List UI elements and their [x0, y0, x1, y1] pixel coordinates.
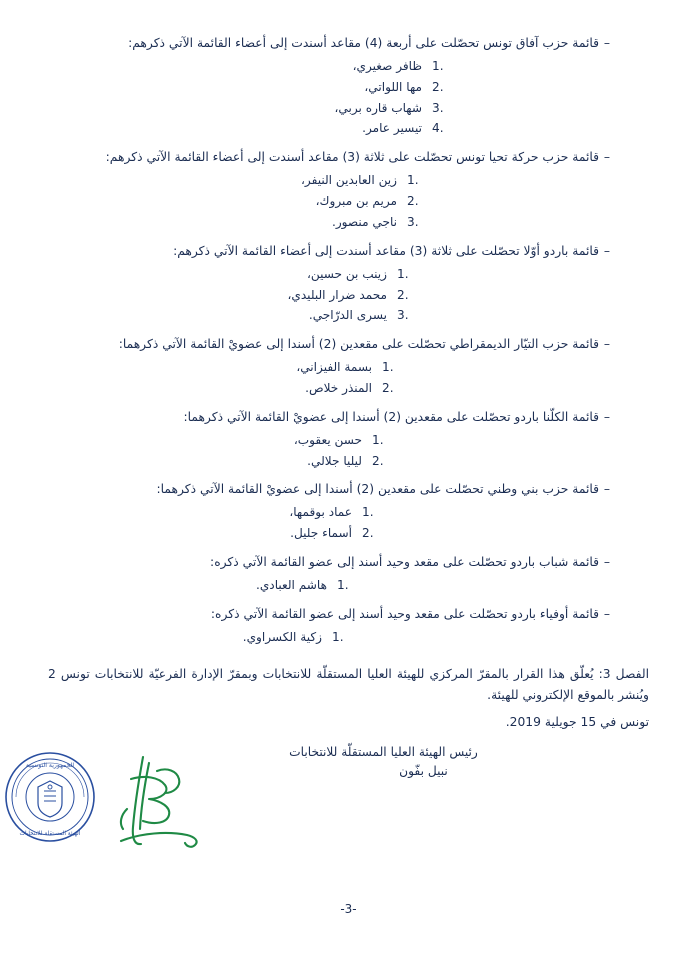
svg-text:الجمهورية التونسية: الجمهورية التونسية: [25, 761, 75, 769]
member-number: 2.: [372, 453, 384, 468]
party-list-heading: [36, 148, 661, 167]
list-item: [36, 118, 456, 139]
member-number: 1.: [407, 173, 419, 188]
member-list: [36, 170, 661, 232]
member-name: زكية الكسراوي.: [242, 629, 322, 644]
list-item: [36, 378, 406, 399]
member-list: [36, 575, 661, 596]
party-list-heading-text: قائمة الكلّنا باردو تحصّلت على مقعدين (2) أسندا إلى عضويْ القائمة الآتي ذكرهما:: [183, 409, 599, 424]
list-item: [36, 430, 396, 451]
member-name: حسن يعقوب،: [293, 432, 362, 447]
party-list-heading-text: قائمة حزب بني وطني تحصّلت على مقعدين (2) أسندا إلى عضويْ القائمة الآتي ذكرهما:: [156, 482, 599, 497]
member-number: 2.: [397, 287, 409, 302]
list-item: [36, 77, 456, 98]
party-list-heading: [36, 408, 661, 427]
article-3-text: الفصل 3: يُعلّق هذا القرار بالمقرّ المركزي للهيئة العليا المستقلّة للانتخابات وبمقرّ الإدارة الفرعيّة للانتخابات تونس 2 ويُنشر بالموقع الإلكتروني للهيئة.: [48, 666, 649, 703]
party-list-heading: [36, 335, 661, 354]
list-item: [36, 191, 431, 212]
signature-area: [19, 743, 661, 863]
list-item: [36, 212, 431, 233]
party-list-heading-text: قائمة حزب آفاق تونس تحصّلت على أربعة (4) مقاعد أسندت إلى أعضاء القائمة الآتي ذكرهم:: [128, 36, 599, 50]
list-item: [36, 575, 361, 596]
member-list: [36, 627, 661, 648]
member-number: 1.: [397, 266, 409, 281]
bullet-dash-icon: –: [603, 337, 611, 352]
list-item: [36, 502, 386, 523]
official-stamp-icon: [4, 751, 96, 843]
list-item: [36, 285, 421, 306]
member-name: شهاب قاره بربي،: [334, 100, 422, 115]
member-number: 1.: [362, 505, 374, 520]
list-item: [36, 98, 456, 119]
party-list-block: [36, 148, 661, 232]
bullet-dash-icon: –: [603, 36, 611, 50]
member-name: زينب بن حسين،: [306, 266, 387, 281]
party-lists-container: [36, 34, 661, 648]
member-name: ظافر صغيري،: [352, 59, 422, 74]
bullet-dash-icon: –: [603, 409, 611, 424]
list-item: [36, 357, 406, 378]
member-number: 1.: [372, 432, 384, 447]
member-name: هاشم العبادي.: [256, 578, 327, 593]
party-list-block: [36, 34, 661, 139]
member-number: 2.: [382, 380, 394, 395]
member-name: أسماء جليل.: [290, 526, 352, 541]
member-name: مها اللواتي،: [364, 79, 422, 94]
member-number: 2.: [407, 194, 419, 209]
party-list-block: [36, 335, 661, 399]
party-list-heading-text: قائمة حزب التيّار الديمقراطي تحصّلت على مقعدين (2) أسندا إلى عضويْ القائمة الآتي ذكرهما:: [118, 337, 599, 352]
member-list: [36, 56, 661, 139]
party-list-heading: [36, 480, 661, 499]
party-list-block: [36, 480, 661, 544]
party-list-heading: [36, 34, 661, 53]
member-list: [36, 264, 661, 326]
handwritten-signature: [91, 749, 221, 859]
list-item: [36, 627, 356, 648]
party-list-block: [36, 408, 661, 472]
member-name: المنذر خلاص.: [305, 380, 372, 395]
member-number: 4.: [432, 121, 444, 136]
bullet-dash-icon: –: [603, 482, 611, 497]
party-list-heading: [36, 242, 661, 261]
list-item: [36, 451, 396, 472]
bullet-dash-icon: –: [603, 150, 611, 165]
member-name: بسمة الفيزاني،: [296, 360, 372, 375]
member-name: ليليا جلالي.: [307, 453, 362, 468]
member-number: 2.: [362, 526, 374, 541]
list-item: [36, 264, 421, 285]
member-number: 1.: [332, 629, 344, 644]
member-number: 1.: [337, 578, 349, 593]
party-list-heading-text: قائمة شباب باردو تحصّلت على مقعد وحيد أسند إلى عضو القائمة الآتي ذكره:: [210, 555, 599, 570]
party-list-block: [36, 242, 661, 326]
member-name: تيسير عامر.: [362, 121, 422, 136]
member-name: ناجي منصور.: [332, 214, 397, 229]
svg-text:الهيئة المستقلة للانتخابات: الهيئة المستقلة للانتخابات: [19, 830, 81, 837]
signatory-title: رئيس الهيئة العليا المستقلّة للانتخابات: [289, 744, 478, 759]
party-list-block: [36, 605, 661, 648]
bullet-dash-icon: –: [603, 243, 611, 258]
member-number: 3.: [407, 214, 419, 229]
bullet-dash-icon: –: [603, 606, 611, 621]
party-list-block: [36, 553, 661, 596]
member-number: 2.: [432, 79, 444, 94]
list-item: [36, 305, 421, 326]
member-list: [36, 502, 661, 544]
member-number: 3.: [397, 308, 409, 323]
party-list-heading-text: قائمة حزب حركة تحيا تونس تحصّلت على ثلاثة (3) مقاعد أسندت إلى أعضاء القائمة الآتي ذكرهم:: [105, 150, 599, 165]
member-number: 1.: [432, 59, 444, 74]
member-number: 1.: [382, 360, 394, 375]
date-line: تونس في 15 جويلية 2019.: [505, 714, 649, 729]
list-item: [36, 523, 386, 544]
member-name: مريم بن مبروك،: [315, 194, 397, 209]
page-number: -3-: [340, 902, 357, 916]
party-list-heading-text: قائمة أوفياء باردو تحصّلت على مقعد وحيد أسند إلى عضو القائمة الآتي ذكره:: [210, 606, 599, 621]
party-list-heading: [36, 605, 661, 624]
member-name: محمد ضرار البليدي،: [287, 287, 387, 302]
list-item: [36, 56, 456, 77]
member-name: زين العابدين النيفر،: [301, 173, 397, 188]
list-item: [36, 170, 431, 191]
member-name: عماد بوقمها،: [289, 505, 352, 520]
bullet-dash-icon: –: [603, 555, 611, 570]
member-name: يسرى الدرّاجي.: [308, 308, 387, 323]
member-number: 3.: [432, 100, 444, 115]
member-list: [36, 357, 661, 399]
member-list: [36, 430, 661, 472]
party-list-heading: [36, 553, 661, 572]
signatory-name: نبيل بفّون: [399, 764, 448, 779]
party-list-heading-text: قائمة باردو أوّلا تحصّلت على ثلاثة (3) مقاعد أسندت إلى أعضاء القائمة الآتي ذكرهم:: [173, 243, 599, 258]
